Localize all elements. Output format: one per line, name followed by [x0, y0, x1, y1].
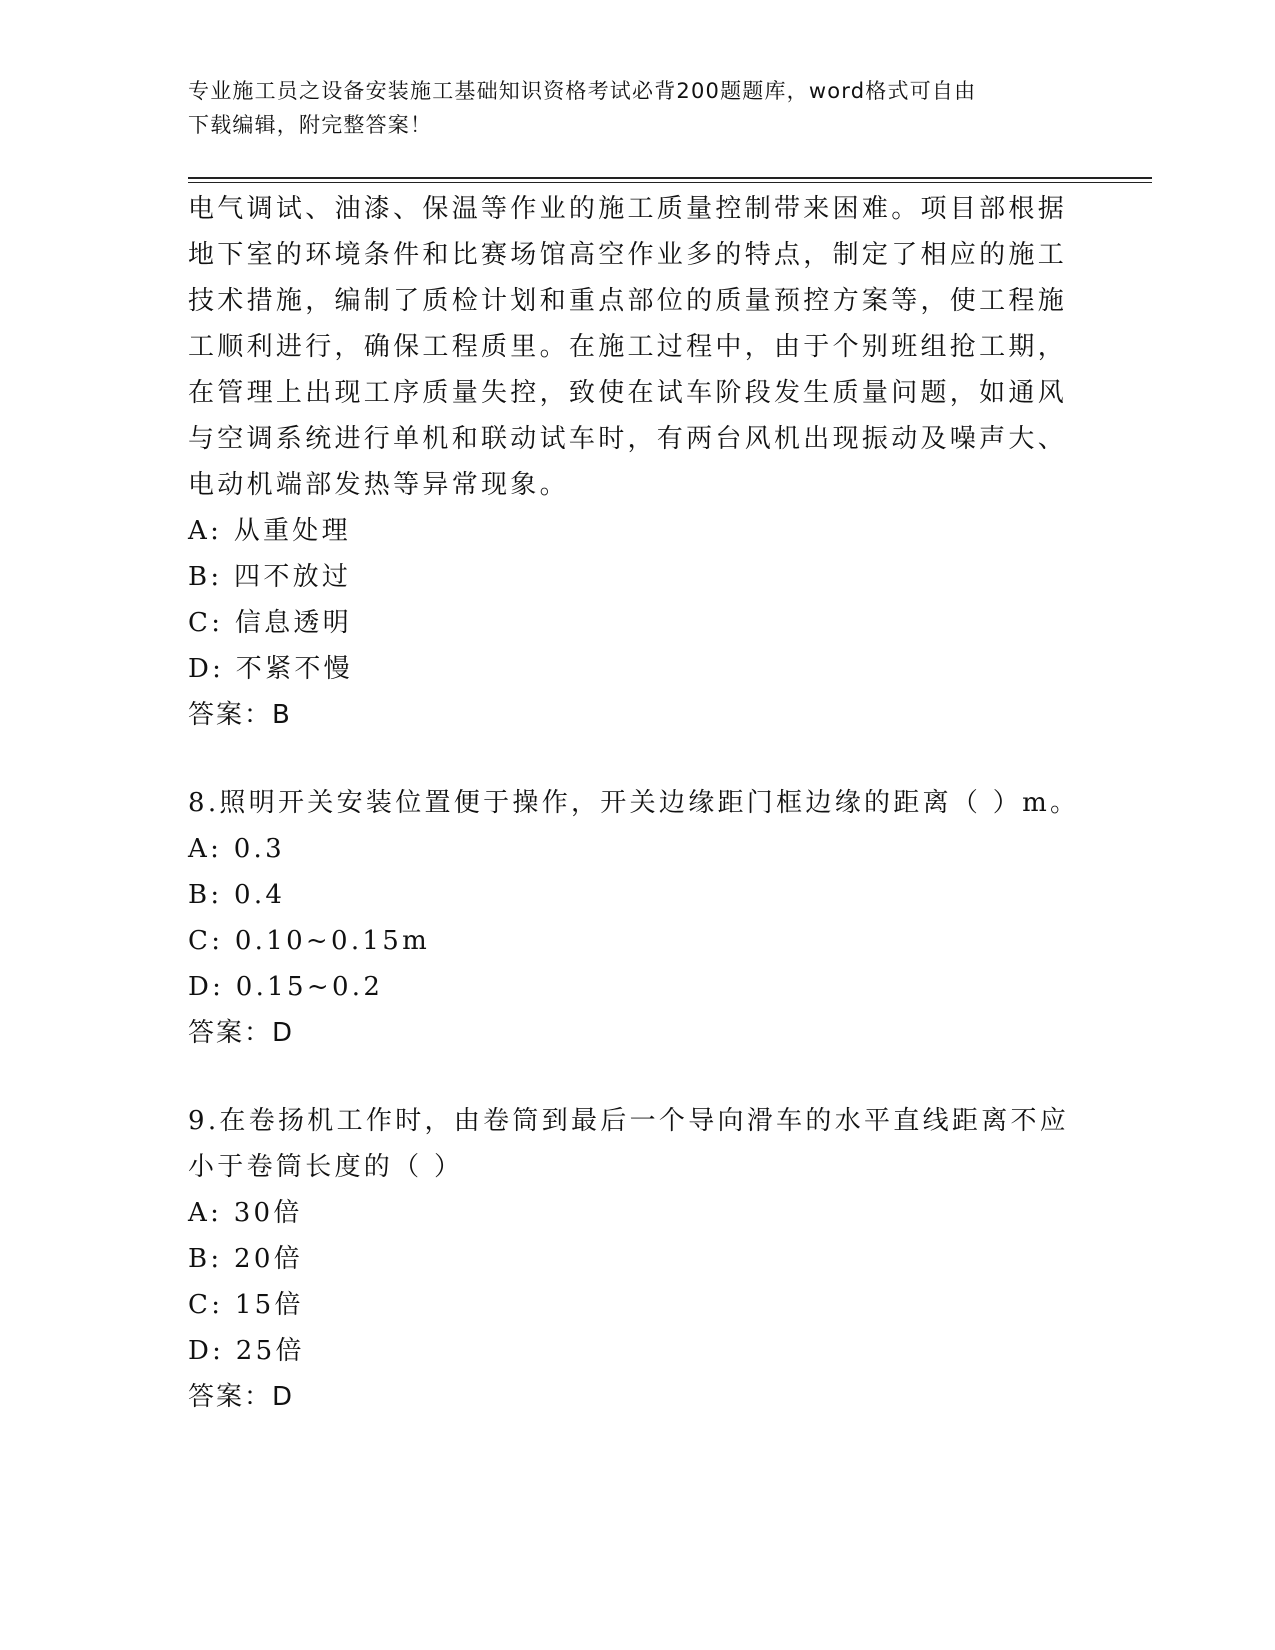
question-spacer [188, 1056, 1068, 1098]
option-c: C: 信息透明 [188, 608, 353, 638]
question-text-line: 小于卷筒长度的（ ） [188, 1152, 464, 1182]
document-body [188, 186, 1080, 1420]
option-a: A: 30倍 [188, 1198, 303, 1228]
question-text-line: 技术措施，编制了质检计划和重点部位的质量预控方案等，使工程施 [188, 286, 1068, 316]
option-c: C: 0.10~0.15m [188, 926, 431, 956]
question-text-line: 在管理上出现工序质量失控，致使在试车阶段发生质量问题，如通风 [188, 378, 1068, 408]
question-text-line: 9.在卷扬机工作时，由卷筒到最后一个导向滑车的水平直线距离不应 [188, 1106, 1070, 1136]
option-a: A: 0.3 [188, 834, 285, 864]
answer-label: 答案：B [188, 700, 292, 730]
question-spacer [188, 738, 1068, 780]
question-text-line: 电动机端部发热等异常现象。 [188, 470, 569, 500]
question-text-line: 与空调系统进行单机和联动试车时，有两台风机出现振动及噪声大、 [188, 424, 1068, 454]
question-8 [188, 780, 1080, 1056]
option-c: C: 15倍 [188, 1290, 304, 1320]
answer-label: 答案：D [188, 1382, 295, 1412]
option-a: A: 从重处理 [188, 516, 351, 546]
question-text-line: 电气调试、油漆、保温等作业的施工质量控制带来困难。项目部根据 [188, 194, 1068, 224]
question-text-line: 地下室的环境条件和比赛场馆高空作业多的特点，制定了相应的施工 [188, 240, 1068, 270]
header-divider-thin [188, 182, 1152, 183]
question-9 [188, 1098, 1068, 1420]
header-title-line-2: 下载编辑，附完整答案！ [188, 113, 433, 137]
question-text-line: 工顺利进行，确保工程质里。在施工过程中，由于个别班组抢工期， [188, 332, 1068, 362]
option-b: B: 四不放过 [188, 562, 352, 592]
option-b: B: 0.4 [188, 880, 286, 910]
option-d: D: 不紧不慢 [188, 654, 353, 684]
answer-label: 答案：D [188, 1018, 295, 1048]
header-title-line-1: 专业施工员之设备安装施工基础知识资格考试必背200题题库，word格式可自由 [188, 79, 977, 103]
document-header [188, 74, 1068, 142]
option-b: B: 20倍 [188, 1244, 304, 1274]
header-divider-thick [188, 177, 1152, 179]
option-d: D: 25倍 [188, 1336, 305, 1366]
option-d: D: 0.15~0.2 [188, 972, 384, 1002]
question-continued [188, 186, 1068, 738]
question-text-line: 8.照明开关安装位置便于操作，开关边缘距门框边缘的距离（ ）m。 [188, 788, 1080, 818]
